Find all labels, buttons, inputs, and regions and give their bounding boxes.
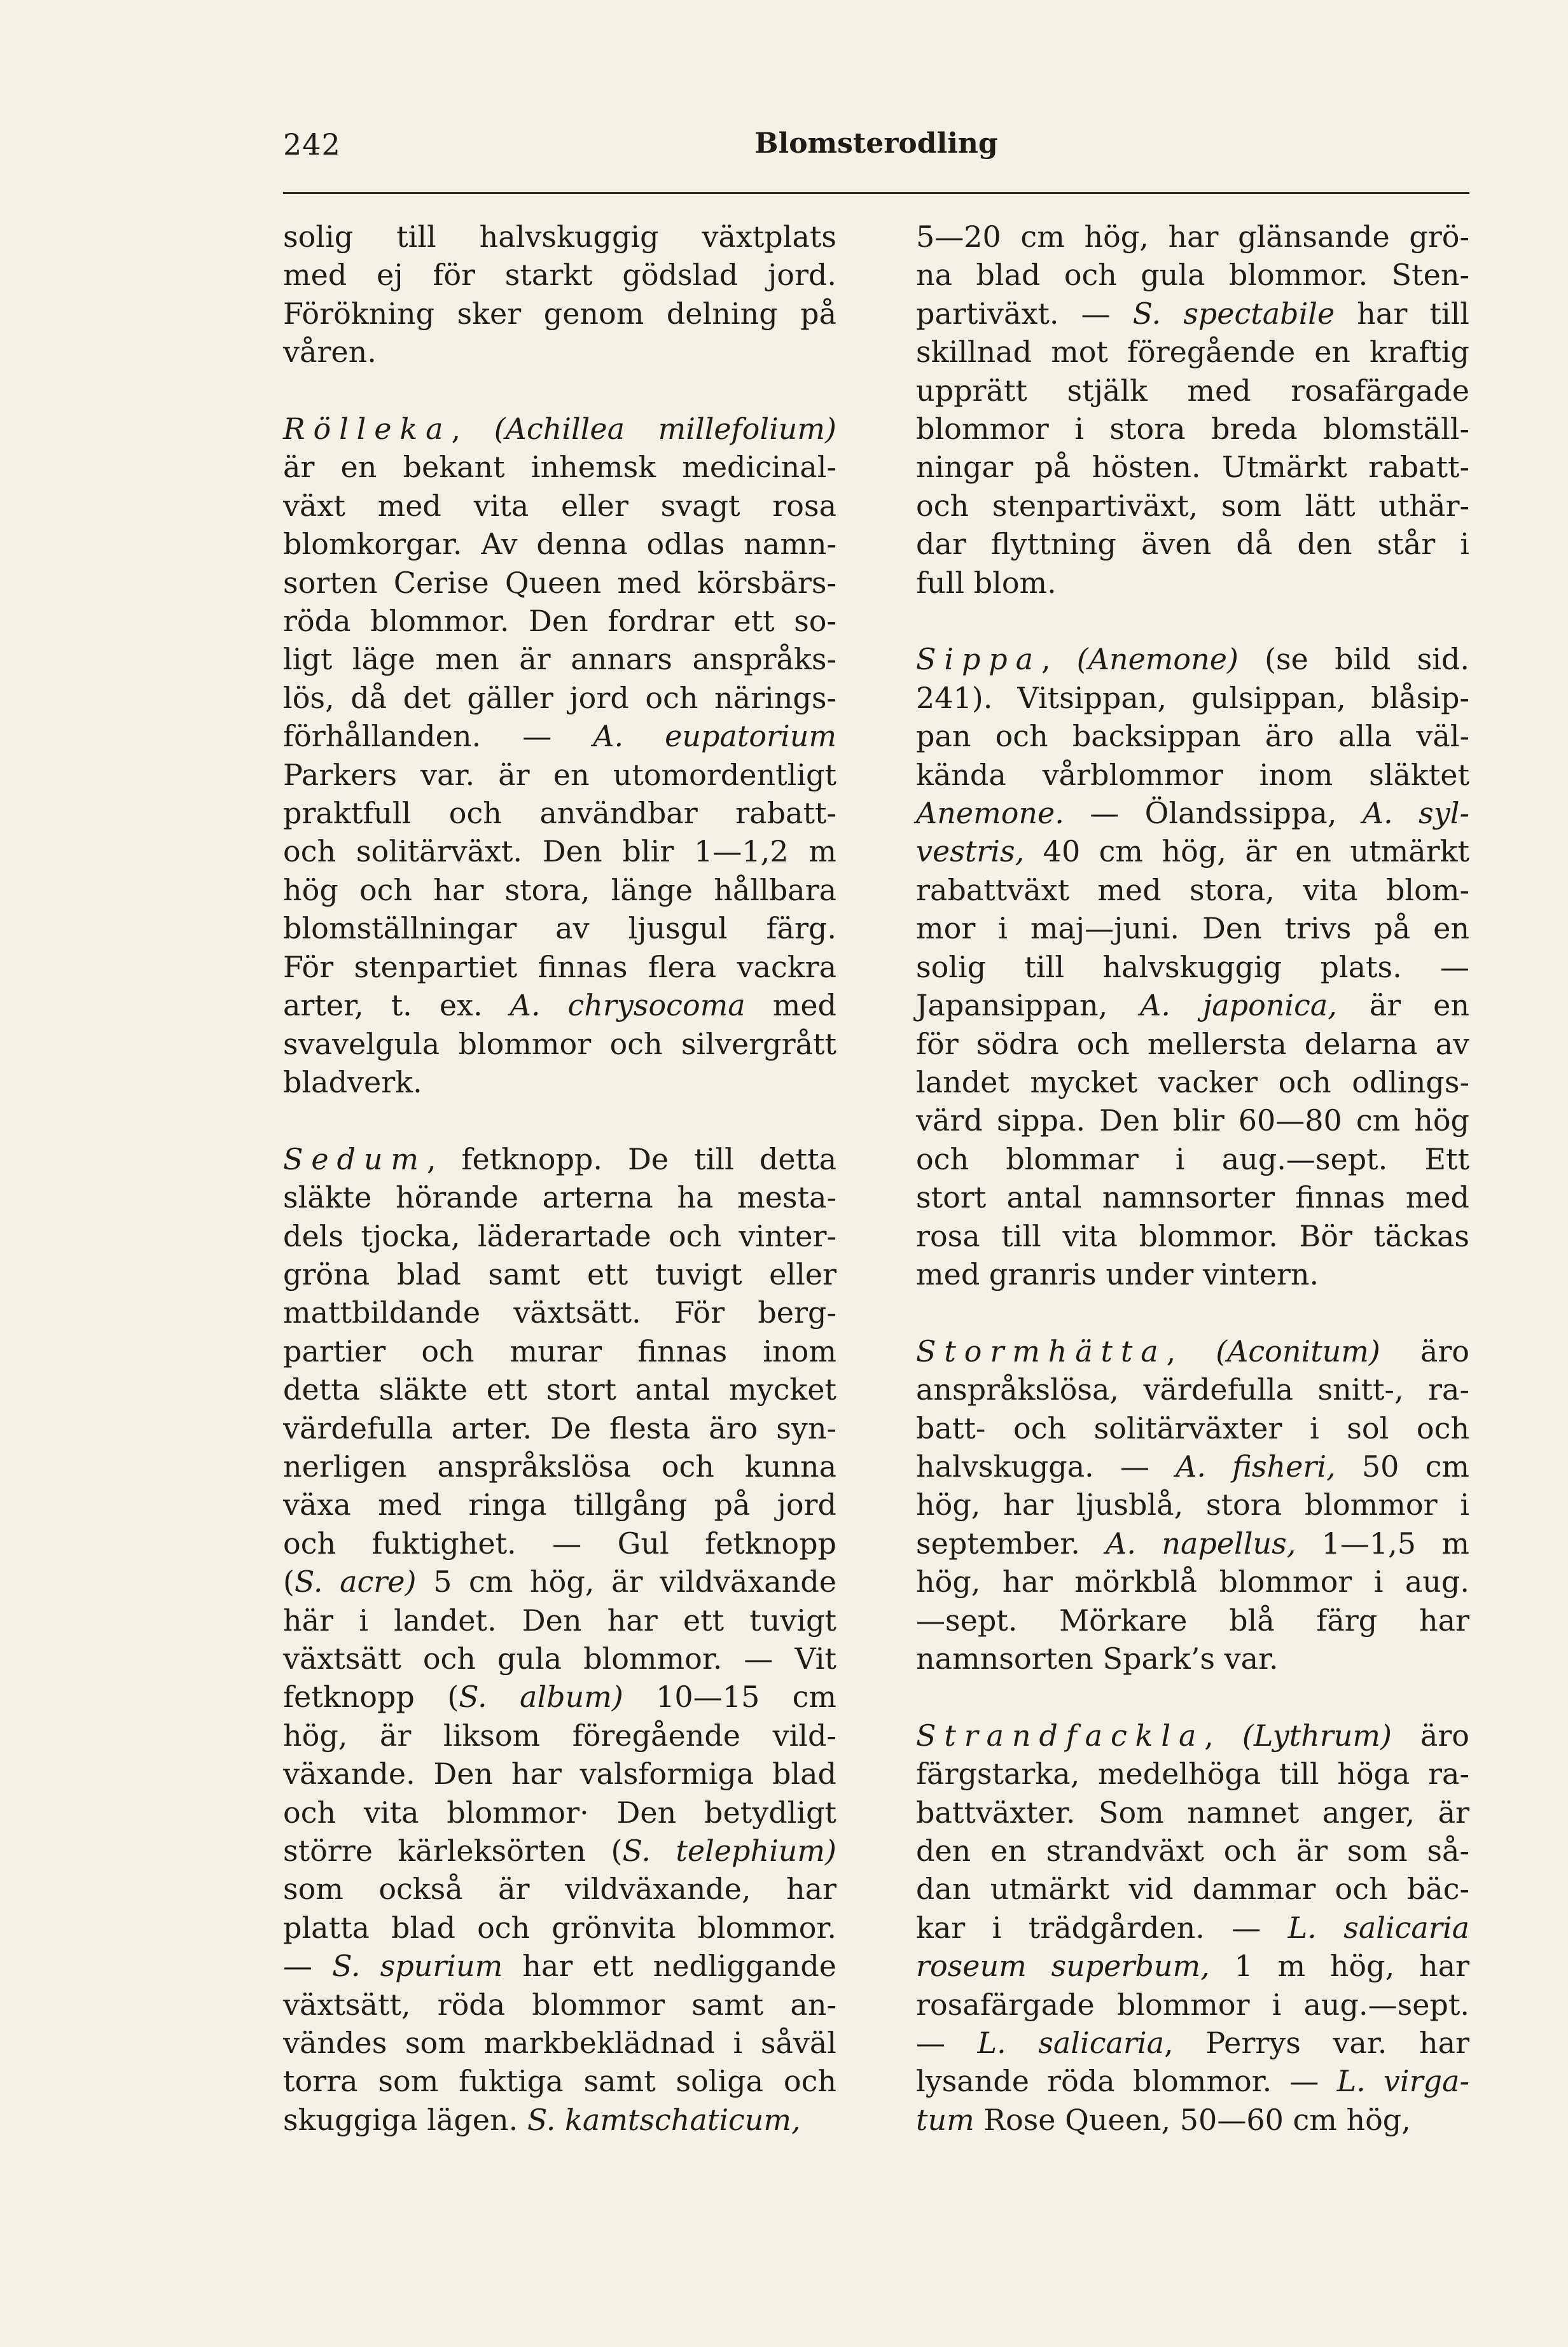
text-line: fetknopp (S. album) 10—15 cm [283, 1680, 836, 1715]
page-header [283, 127, 1469, 172]
text-line: — L. salicaria, Perrys var. har [916, 2026, 1469, 2061]
text-line: släkte hörande arterna ha mesta- [283, 1180, 836, 1215]
text-line: landet mycket vacker och odlings- [916, 1064, 1469, 1099]
text-line: och blommar i aug.—sept. Ett [916, 1141, 1469, 1176]
header-rule [283, 192, 1469, 194]
text-line: hög och har stora, länge hållbara [283, 872, 836, 907]
text-line: rabattväxt med stora, vita blom- [916, 872, 1469, 907]
text-line: hög, är liksom föregående vild- [283, 1718, 836, 1753]
text-line: batt- och solitärväxter i sol och [916, 1410, 1469, 1445]
text-line: dan utmärkt vid dammar och bäc- [916, 1872, 1469, 1907]
text-line: för södra och mellersta delarna av [916, 1026, 1469, 1061]
text-line: — S. spurium har ett nedliggande [283, 1949, 836, 1984]
text-line: svavelgula blommor och silvergrått [283, 1026, 836, 1061]
text-line: pan och backsippan äro alla väl- [916, 719, 1469, 754]
text-line: full blom. [916, 565, 1057, 600]
text-line: roseum superbum, 1 m hög, har [916, 1949, 1469, 1984]
text-line: färgstarka, medelhöga till höga ra- [916, 1757, 1469, 1792]
text-line: sorten Cerise Queen med körsbärs- [283, 565, 836, 600]
paragraph [916, 1332, 1469, 1678]
text-line: na blad och gula blommor. Sten- [916, 258, 1469, 293]
text-line: solig till halvskuggig plats. — [916, 949, 1469, 984]
paragraph [916, 1717, 1469, 2139]
text-line: partier och murar finnas inom [283, 1334, 836, 1369]
text-line: För stenpartiet finnas flera vackra [283, 949, 836, 984]
text-line: kända vårblommor inom släktet [916, 757, 1469, 792]
text-line: Parkers var. är en utomordentligt [283, 757, 836, 792]
text-line: Strandfackla, (Lythrum) äro [916, 1718, 1470, 1753]
text-line: september. A. napellus, 1—1,5 m [916, 1526, 1470, 1561]
text-line: dels tjocka, läderartade och vinter- [283, 1218, 836, 1253]
text-line: våren. [283, 335, 377, 370]
text-line: den en strandväxt och är som så- [916, 1834, 1469, 1869]
text-line: ningar på hösten. Utmärkt rabatt- [916, 450, 1469, 485]
text-line: växande. Den har valsformiga blad [283, 1757, 836, 1792]
text-line: vändes som markbeklädnad i såväl [283, 2026, 836, 2061]
text-line: växtsätt och gula blommor. — Vit [283, 1641, 836, 1676]
text-line: är en bekant inhemsk medicinal- [283, 450, 836, 485]
text-line: här i landet. Den har ett tuvigt [283, 1603, 836, 1638]
text-line: tum Rose Queen, 50—60 cm hög, [916, 2102, 1411, 2137]
text-line: och solitärväxt. Den blir 1—1,2 m [283, 834, 836, 869]
text-line: partiväxt. — S. spectabile har till [916, 296, 1470, 331]
text-line: växtsätt, röda blommor samt an- [283, 1987, 836, 2022]
text-line: 5—20 cm hög, har glänsande grö- [916, 219, 1469, 254]
text-line: större kärleksörten (S. telephium) [283, 1834, 836, 1869]
text-line: Rölleka, (Achillea millefolium) [283, 412, 836, 447]
text-line: bladverk. [283, 1064, 422, 1099]
paragraph [283, 410, 836, 1101]
text-line: Förökning sker genom delning på [283, 296, 836, 331]
text-line: (S. acre) 5 cm hög, är vildväxande [283, 1564, 836, 1599]
text-line: blomkorgar. Av denna odlas namn- [283, 527, 836, 562]
text-line: blomställningar av ljusgul färg. [283, 911, 836, 946]
text-line: Sippa, (Anemone) (se bild sid. [916, 642, 1469, 677]
text-line: skuggiga lägen. S. kamtschaticum, [283, 2102, 801, 2137]
text-line: anspråkslösa, värdefulla snitt-, ra- [916, 1372, 1469, 1407]
text-line: växt med vita eller svagt rosa [283, 488, 836, 523]
text-line: stort antal namnsorter finnas med [916, 1180, 1469, 1215]
text-line: som också är vildväxande, har [283, 1872, 836, 1907]
text-line: blommor i stora breda blomställ- [916, 412, 1469, 447]
text-line: lysande röda blommor. — L. virga- [916, 2064, 1470, 2099]
text-line: hög, har ljusblå, stora blommor i [916, 1487, 1469, 1522]
text-line: arter, t. ex. A. chrysocoma med [283, 988, 836, 1023]
text-line: praktfull och användbar rabatt- [283, 796, 836, 831]
text-line: förhållanden. — A. eupatorium [283, 719, 836, 754]
text-line: —sept. Mörkare blå färg har [916, 1603, 1469, 1638]
text-line: detta släkte ett stort antal mycket [283, 1372, 836, 1407]
text-line: halvskugga. — A. fisheri, 50 cm [916, 1449, 1469, 1484]
text-line: 241). Vitsippan, gulsippan, blåsip- [916, 680, 1469, 715]
text-line: Anemone. — Ölandssippa, A. syl- [916, 796, 1470, 831]
text-line: med ej för starkt gödslad jord. [283, 258, 836, 293]
text-line: och fuktighet. — Gul fetknopp [283, 1526, 836, 1561]
text-line: platta blad och grönvita blommor. [283, 1910, 836, 1945]
paragraph [283, 1140, 836, 2140]
text-line: Sedum, fetknopp. De till detta [283, 1141, 836, 1176]
right-column [916, 218, 1469, 2139]
left-column [283, 218, 836, 2139]
text-line: skillnad mot föregående en kraftig [916, 335, 1469, 370]
running-title: Blomsterodling [754, 127, 998, 160]
paragraph [283, 218, 836, 372]
text-line: upprätt stjälk med rosafärgade [916, 373, 1469, 408]
text-line: rosafärgade blommor i aug.—sept. [916, 1987, 1469, 2022]
text-line: Japansippan, A. japonica, är en [916, 988, 1470, 1023]
text-line: mattbildande växtsätt. För berg- [283, 1295, 836, 1330]
text-line: nerligen anspråkslösa och kunna [283, 1449, 836, 1484]
text-line: vestris, 40 cm hög, är en utmärkt [916, 834, 1469, 869]
text-line: gröna blad samt ett tuvigt eller [283, 1257, 836, 1292]
text-line: battväxter. Som namnet anger, är [916, 1795, 1469, 1830]
text-line: med granris under vintern. [916, 1257, 1319, 1292]
text-line: solig till halvskuggig växtplats [283, 219, 836, 254]
text-line: torra som fuktiga samt soliga och [283, 2064, 836, 2099]
text-line: och stenpartiväxt, som lätt uthär- [916, 488, 1469, 523]
text-line: kar i trädgården. — L. salicaria [916, 1910, 1469, 1945]
text-line: växa med ringa tillgång på jord [283, 1487, 836, 1522]
text-line: dar flyttning även då den står i [916, 527, 1469, 562]
paragraph [916, 640, 1469, 1293]
text-line: lös, då det gäller jord och närings- [283, 680, 836, 715]
paragraph [916, 218, 1469, 602]
text-line: värdefulla arter. De flesta äro syn- [283, 1410, 836, 1445]
text-line: och vita blommor· Den betydligt [283, 1795, 836, 1830]
page-number: 242 [283, 127, 341, 162]
text-line: värd sippa. Den blir 60—80 cm hög [916, 1103, 1469, 1138]
text-line: mor i maj—juni. Den trivs på en [916, 911, 1469, 946]
text-line: Stormhätta, (Aconitum) äro [916, 1334, 1470, 1369]
text-line: ligt läge men är annars anspråks- [283, 642, 836, 677]
text-line: röda blommor. Den fordrar ett so- [283, 604, 836, 639]
text-line: hög, har mörkblå blommor i aug. [916, 1564, 1469, 1599]
text-line: rosa till vita blommor. Bör täckas [916, 1218, 1469, 1253]
text-line: namnsorten Spark’s var. [916, 1641, 1279, 1676]
